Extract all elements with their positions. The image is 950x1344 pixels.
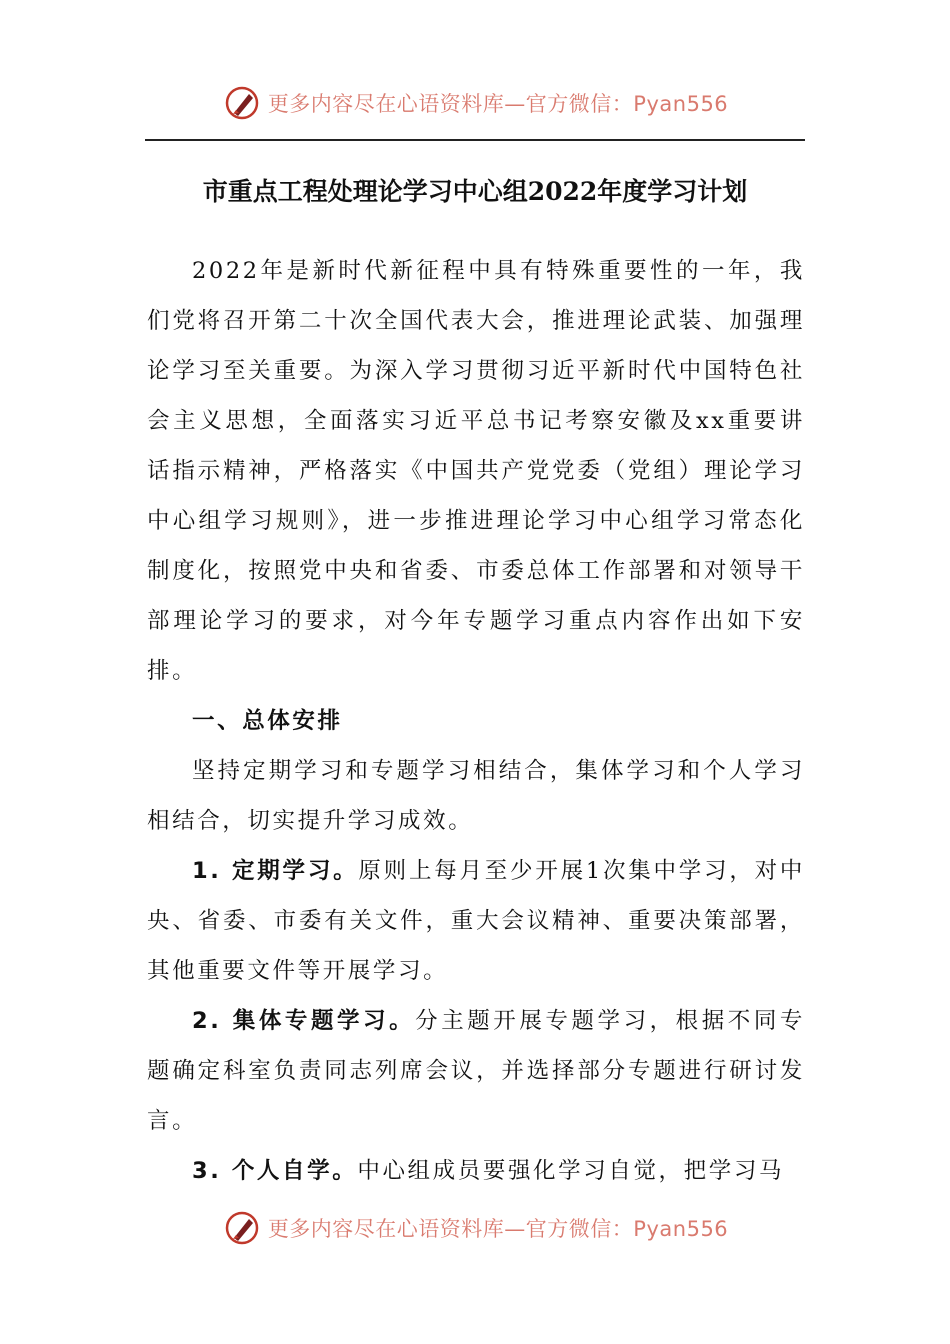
header-divider: [145, 139, 805, 141]
item-text: 原则上每月至少开展1次集中学习，对中央、省委、市委有关文件，重大会议精神、重要决策部署，其他重要文件等开展学习。: [147, 858, 805, 984]
pen-nib-circle-logo-icon: [222, 1208, 262, 1248]
item-text: 中心组成员要强化学习自觉，把学习马: [357, 1158, 785, 1184]
pen-nib-circle-logo-icon: [222, 83, 262, 123]
watermark-banner-top: [0, 73, 950, 133]
section-heading: 一、总体安排: [192, 708, 343, 734]
list-item: [147, 996, 805, 1146]
item-lead: 3. 个人自学。: [192, 1158, 358, 1184]
watermark-text: 更多内容尽在心语资料库—官方微信：Pyan556: [267, 1217, 729, 1241]
item-text: 分主题开展专题学习，根据不同专题确定科室负责同志列席会议，并选择部分专题进行研讨发言。: [147, 1008, 805, 1134]
list-item: [147, 846, 805, 996]
item-lead: 2. 集体专题学习。: [192, 1008, 416, 1034]
list-item: [147, 1146, 805, 1196]
item-lead: 1. 定期学习。: [192, 858, 359, 884]
watermark-banner-bottom: [0, 1198, 950, 1258]
intro-paragraph: 2022年是新时代新征程中具有特殊重要性的一年，我们党将召开第二十次全国代表大会，推进理论武装、加强理论学习至关重要。为深入学习贯彻习近平新时代中国特色社会主义思想，全面落实习近平总书记考察安徽及xx重要讲话指示精神，严格落实《中国共产党党委（党组）理论学习中心组学习规则》，进一步推进理论学习中心组学习常态化制度化，按照党中央和省委、市委总体工作部署和对领导干部理论学习的要求，对今年专题学习重点内容作出如下安排。: [147, 258, 805, 684]
document-title: 市重点工程处理论学习中心组2022年度学习计划: [202, 177, 748, 206]
section-paragraph: 坚持定期学习和专题学习相结合，集体学习和个人学习相结合，切实提升学习成效。: [147, 758, 805, 834]
document-body: [147, 246, 805, 1196]
watermark-text: 更多内容尽在心语资料库—官方微信：Pyan556: [267, 92, 729, 116]
